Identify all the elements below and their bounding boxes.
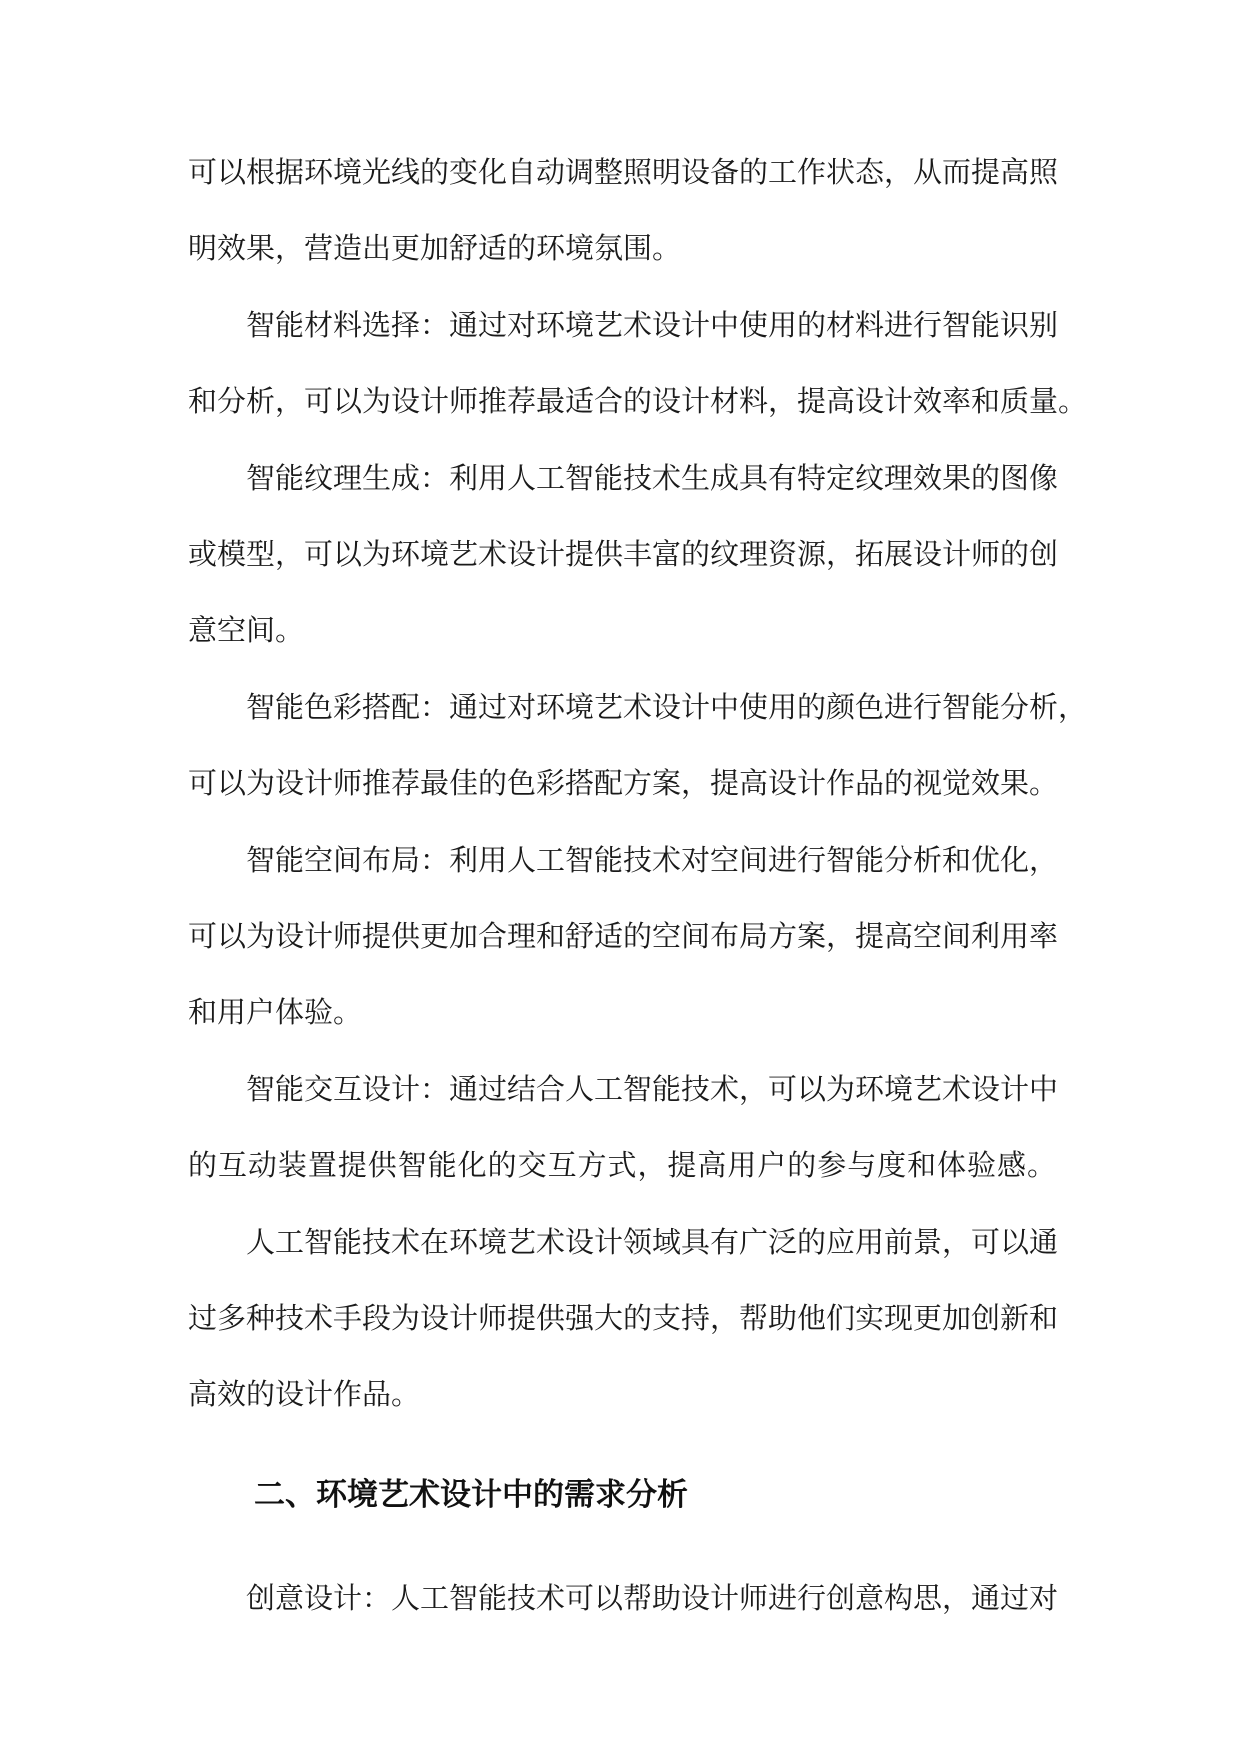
paragraph-line: 明效果，营造出更加舒适的环境氛围。: [188, 231, 682, 265]
paragraph-line: 可以为设计师推荐最佳的色彩搭配方案，提高设计作品的视觉效果。: [188, 766, 1059, 800]
section-heading: 二、环境艺术设计中的需求分析: [254, 1477, 688, 1513]
paragraph-line: 或模型，可以为环境艺术设计提供丰富的纹理资源，拓展设计师的创: [188, 537, 1059, 571]
paragraph-line: 和分析，可以为设计师推荐最适合的设计材料，提高设计效率和质量。: [188, 384, 1088, 418]
paragraph-line: 智能材料选择：通过对环境艺术设计中使用的材料进行智能识别: [246, 308, 1059, 342]
paragraph-line: 和用户体验。: [188, 995, 363, 1029]
paragraph-line: 高效的设计作品。: [188, 1377, 421, 1411]
paragraph-line: 智能交互设计：通过结合人工智能技术，可以为环境艺术设计中: [246, 1072, 1059, 1106]
paragraph-line: 可以根据环境光线的变化自动调整照明设备的工作状态，从而提高照: [188, 155, 1059, 189]
paragraph-line: 智能色彩搭配：通过对环境艺术设计中使用的颜色进行智能分析，: [246, 690, 1088, 724]
paragraph-line: 智能空间布局：利用人工智能技术对空间进行智能分析和优化，: [246, 843, 1059, 877]
paragraph-line: 创意设计：人工智能技术可以帮助设计师进行创意构思，通过对: [246, 1581, 1059, 1615]
paragraph-line: 的互动装置提供智能化的交互方式，提高用户的参与度和体验感。: [188, 1148, 1056, 1182]
paragraph-line: 人工智能技术在环境艺术设计领域具有广泛的应用前景，可以通: [246, 1225, 1059, 1259]
paragraph-line: 过多种技术手段为设计师提供强大的支持，帮助他们实现更加创新和: [188, 1301, 1059, 1335]
paragraph-line: 智能纹理生成：利用人工智能技术生成具有特定纹理效果的图像: [246, 461, 1059, 495]
paragraph-line: 意空间。: [188, 613, 305, 647]
paragraph-line: 可以为设计师提供更加合理和舒适的空间布局方案，提高空间利用率: [188, 919, 1059, 953]
